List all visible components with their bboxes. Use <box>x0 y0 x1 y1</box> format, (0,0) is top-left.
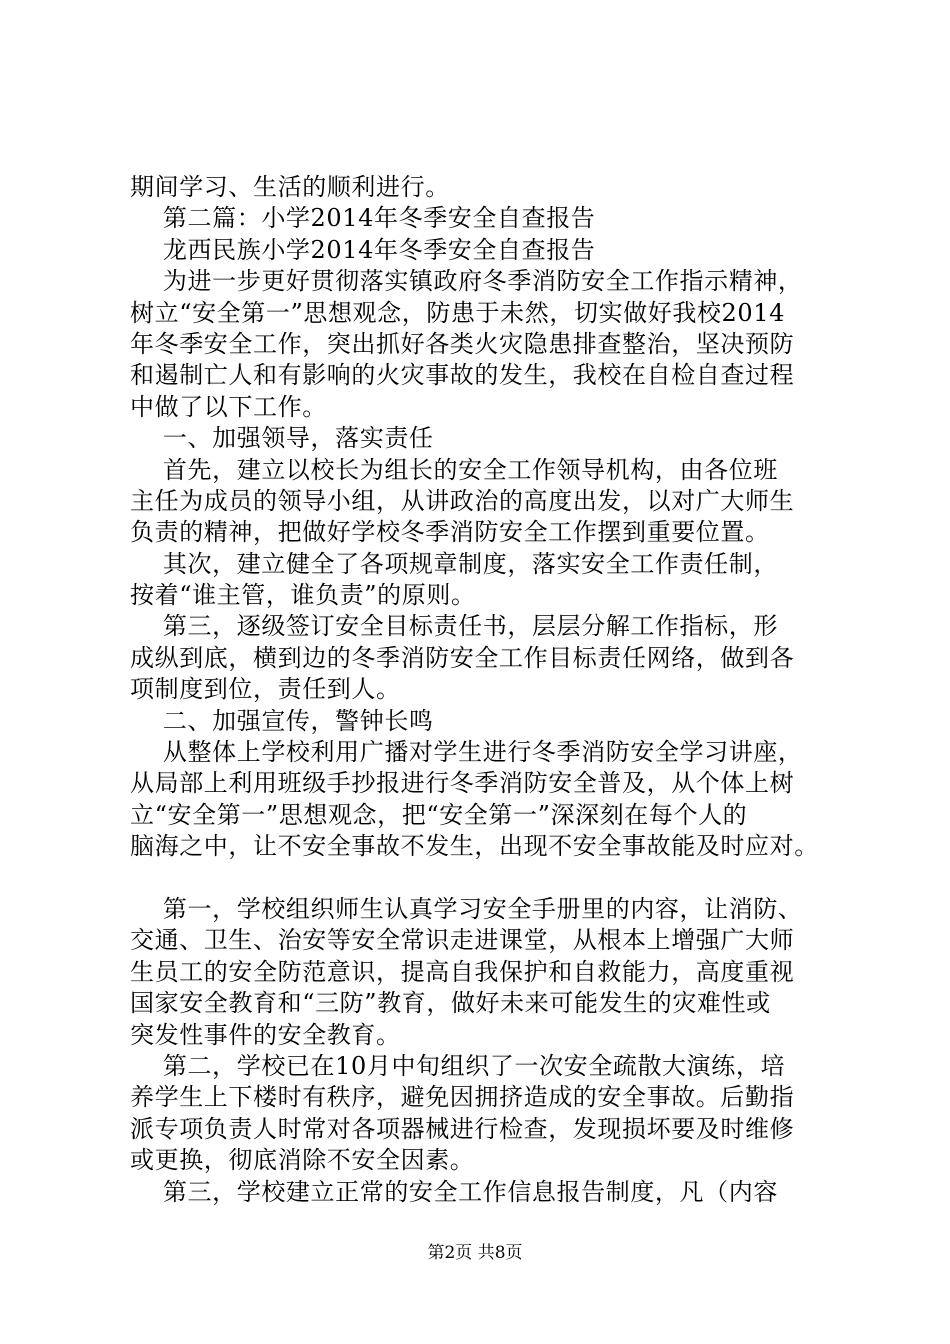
text-line: 国家安全教育和“三防”教育，做好未来可能发生的灾难性或 <box>130 989 771 1018</box>
text-line: 脑海之中，让不安全事故不发生，出现不安全事故能及时应对。 <box>130 832 819 861</box>
document-body <box>130 172 835 1208</box>
report-title: 龙西民族小学2014年冬季安全自查报告 <box>130 235 596 264</box>
page-number: 第2页 共8页 <box>427 1243 523 1263</box>
text-line: 年冬季安全工作，突出抓好各类火灾隐患排查整治，坚决预防 <box>130 329 795 358</box>
text-line: 期间学习、生活的顺利进行。 <box>130 173 450 201</box>
text-line: 从局部上利用班级手抄报进行冬季消防安全普及，从个体上树 <box>130 769 795 798</box>
text-line: 中做了以下工作。 <box>130 392 327 421</box>
text-line: 按着“谁主管，谁负责”的原则。 <box>130 581 476 610</box>
heading-1: 一、加强领导，落实责任 <box>130 424 434 453</box>
text-line: 从整体上学校利用广播对学生进行冬季消防安全学习讲座， <box>130 738 803 767</box>
text-line: 突发性事件的安全教育。 <box>130 1020 401 1049</box>
text-line: 或更换，彻底消除不安全因素。 <box>130 1146 475 1175</box>
text-line: 主任为成员的领导小组，从讲政治的高度出发，以对广大师生 <box>130 486 795 515</box>
text-line: 第二，学校已在10月中旬组织了一次安全疏散大演练，培 <box>130 1051 786 1080</box>
section-title: 第二篇：小学2014年冬季安全自查报告 <box>130 204 596 233</box>
text-line: 项制度到位，责任到人。 <box>130 675 401 704</box>
text-line: 负责的精神，把做好学校冬季消防安全工作摆到重要位置。 <box>130 518 770 547</box>
text-line: 第一，学校组织师生认真学习安全手册里的内容，让消防、 <box>130 894 803 923</box>
text-line: 立“安全第一”思想观念，把“安全第一”深深刻在每个人的 <box>130 800 748 829</box>
text-line: 为进一步更好贯彻落实镇政府冬季消防安全工作指示精神， <box>130 267 803 296</box>
text-line: 生员工的安全防范意识，提高自我保护和自救能力，高度重视 <box>130 957 795 986</box>
text-line: 养学生上下楼时有秩序，避免因拥挤造成的安全事故。后勤指 <box>130 1083 795 1112</box>
text-line: 第三，逐级签订安全目标责任书，层层分解工作指标，形 <box>130 612 778 641</box>
text-line: 派专项负责人时常对各项器械进行检查，发现损坏要及时维修 <box>130 1114 795 1143</box>
text-line: 首先，建立以校长为组长的安全工作领导机构，由各位班 <box>130 455 778 484</box>
heading-2: 二、加强宣传，警钟长鸣 <box>130 706 434 735</box>
text-line: 其次，建立健全了各项规章制度，落实安全工作责任制， <box>130 549 778 578</box>
text-line: 树立“安全第一”思想观念，防患于未然，切实做好我校2014 <box>130 298 786 327</box>
text-line: 和遏制亡人和有影响的火灾事故的发生，我校在自检自查过程 <box>130 361 795 390</box>
text-line: 第三，学校建立正常的安全工作信息报告制度，凡（内容 <box>130 1177 778 1206</box>
text-line: 交通、卫生、治安等安全常识走进课堂，从根本上增强广大师 <box>130 926 795 955</box>
paragraph-gap <box>130 863 835 894</box>
text-line: 成纵到底，横到边的冬季消防安全工作目标责任网络，做到各 <box>130 643 795 672</box>
